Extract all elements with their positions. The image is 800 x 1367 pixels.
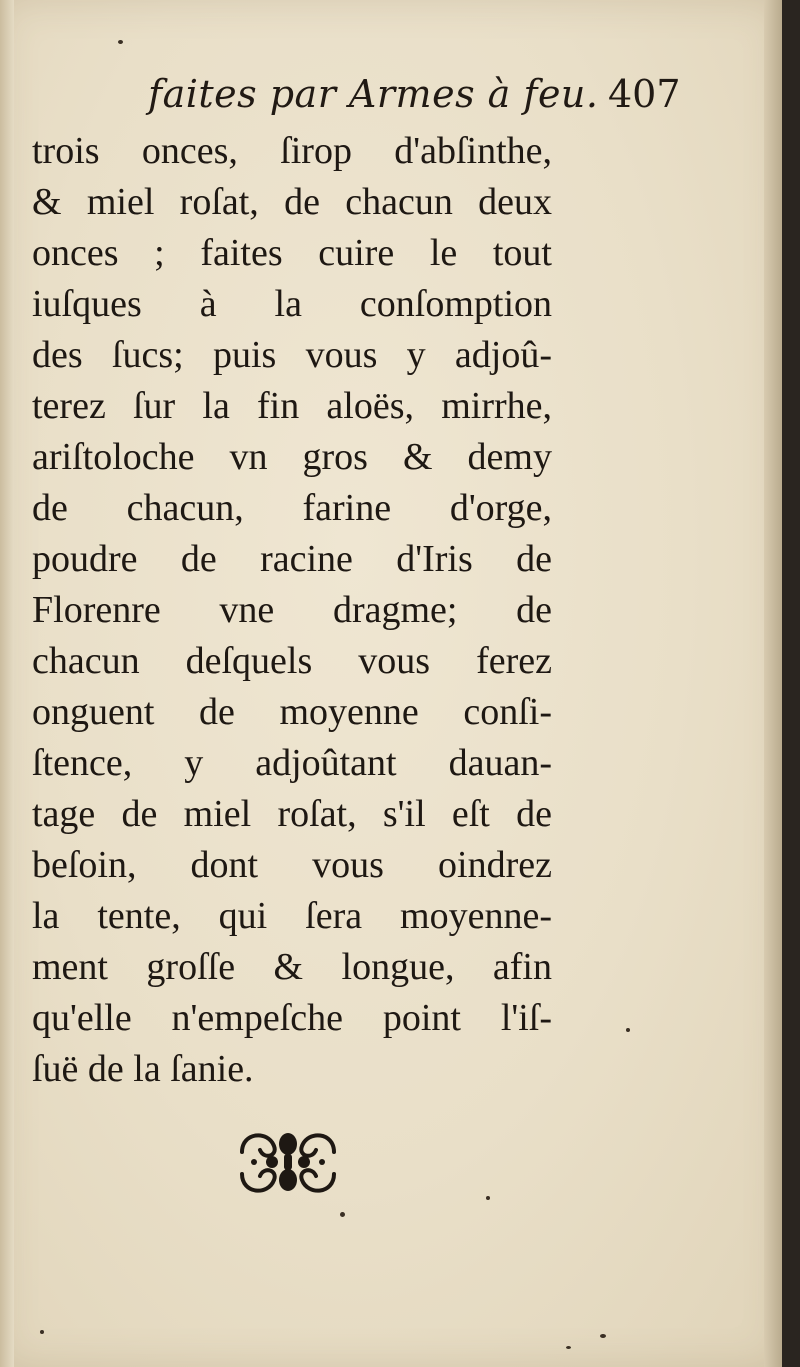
text-line: onces ; faites cuire le tout: [32, 232, 552, 274]
text-line: terez ſur la fin aloës, mirrhe,: [32, 385, 552, 427]
page-gutter: [0, 0, 14, 1367]
body-text: [32, 126, 552, 1095]
page-edge: [764, 0, 782, 1367]
fleuron-ornament-icon: [234, 1124, 342, 1200]
text-line: la tente, qui ſera moyenne-: [32, 895, 552, 937]
text-line: & miel roſat, de chacun deux: [32, 181, 552, 223]
ink-speck: [600, 1334, 606, 1338]
text-line: trois onces, ſirop d'abſinthe,: [32, 130, 552, 172]
ink-speck: [40, 1330, 44, 1334]
text-line: de chacun, farine d'orge,: [32, 487, 552, 529]
text-line: onguent de moyenne conſi-: [32, 691, 552, 733]
ink-speck: [566, 1346, 571, 1349]
text-line: chacun deſquels vous ferez: [32, 640, 552, 682]
page-number: 407: [608, 72, 681, 116]
ink-speck: [626, 1028, 630, 1032]
text-line: Florenre vne dragme; de: [32, 589, 552, 631]
text-line: ſtence, y adjoûtant dauan-: [32, 742, 552, 784]
text-line: ment groſſe & longue, afin: [32, 946, 552, 988]
ink-speck: [340, 1212, 345, 1217]
running-head: faites par Armes à feu.: [148, 72, 599, 116]
text-line: tage de miel roſat, s'il eſt de: [32, 793, 552, 835]
text-line: poudre de racine d'Iris de: [32, 538, 552, 580]
text-line: des ſucs; puis vous y adjoû-: [32, 334, 552, 376]
text-line: beſoin, dont vous oindrez: [32, 844, 552, 886]
text-line: ariſtoloche vn gros & demy: [32, 436, 552, 478]
ink-speck: [118, 40, 123, 44]
ink-speck: [486, 1196, 490, 1200]
text-line: iuſques à la conſomption: [32, 283, 552, 325]
text-line: qu'elle n'empeſche point l'iſ-: [32, 997, 552, 1039]
text-line: ſuë de la ſanie.: [32, 1048, 254, 1090]
